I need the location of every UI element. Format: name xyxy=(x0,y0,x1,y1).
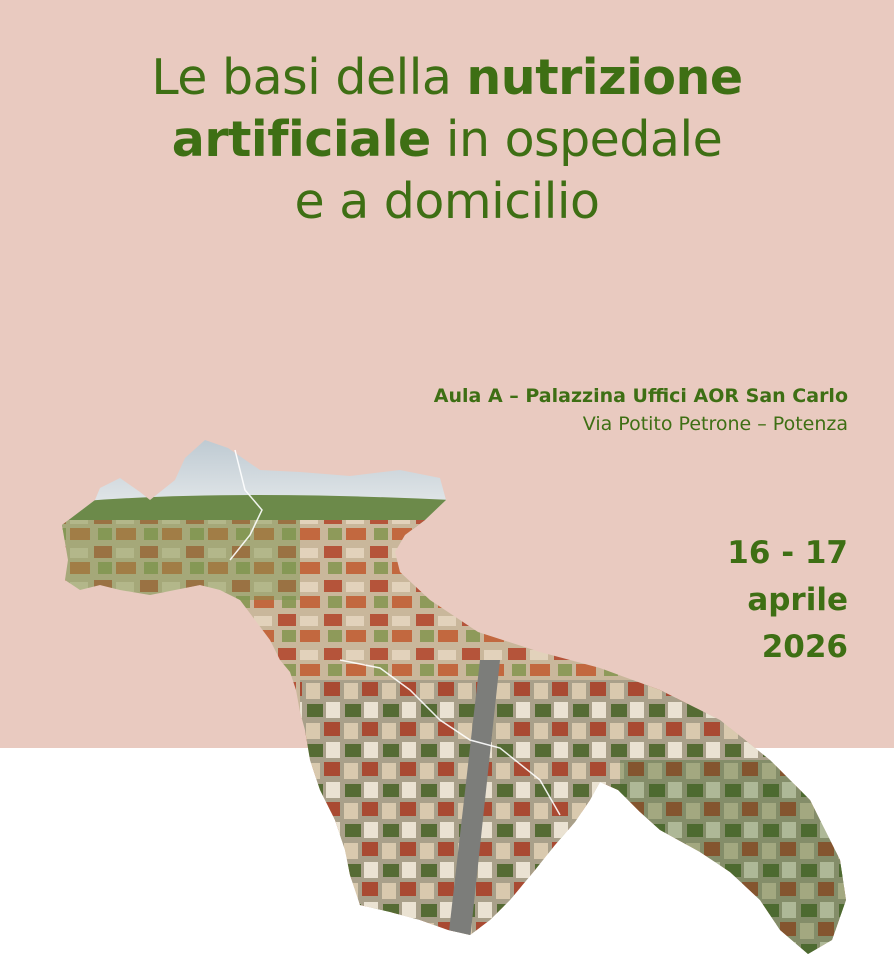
venue-address: Via Potito Petrone – Potenza xyxy=(582,413,848,435)
date-month: aprile xyxy=(747,582,848,618)
title-line-3: e a domicilio xyxy=(294,172,600,230)
venue-hall: Aula A – Palazzina Uffici AOR San Carlo xyxy=(433,385,848,407)
date-days: 16 - 17 xyxy=(727,535,848,571)
title-text-regular: Le basi della xyxy=(151,48,467,106)
title-text-bold: nutrizione xyxy=(466,48,743,106)
title-text-bold: artificiale xyxy=(171,110,431,168)
date-year: 2026 xyxy=(761,629,848,665)
title-text-regular: in ospedale xyxy=(430,110,723,168)
